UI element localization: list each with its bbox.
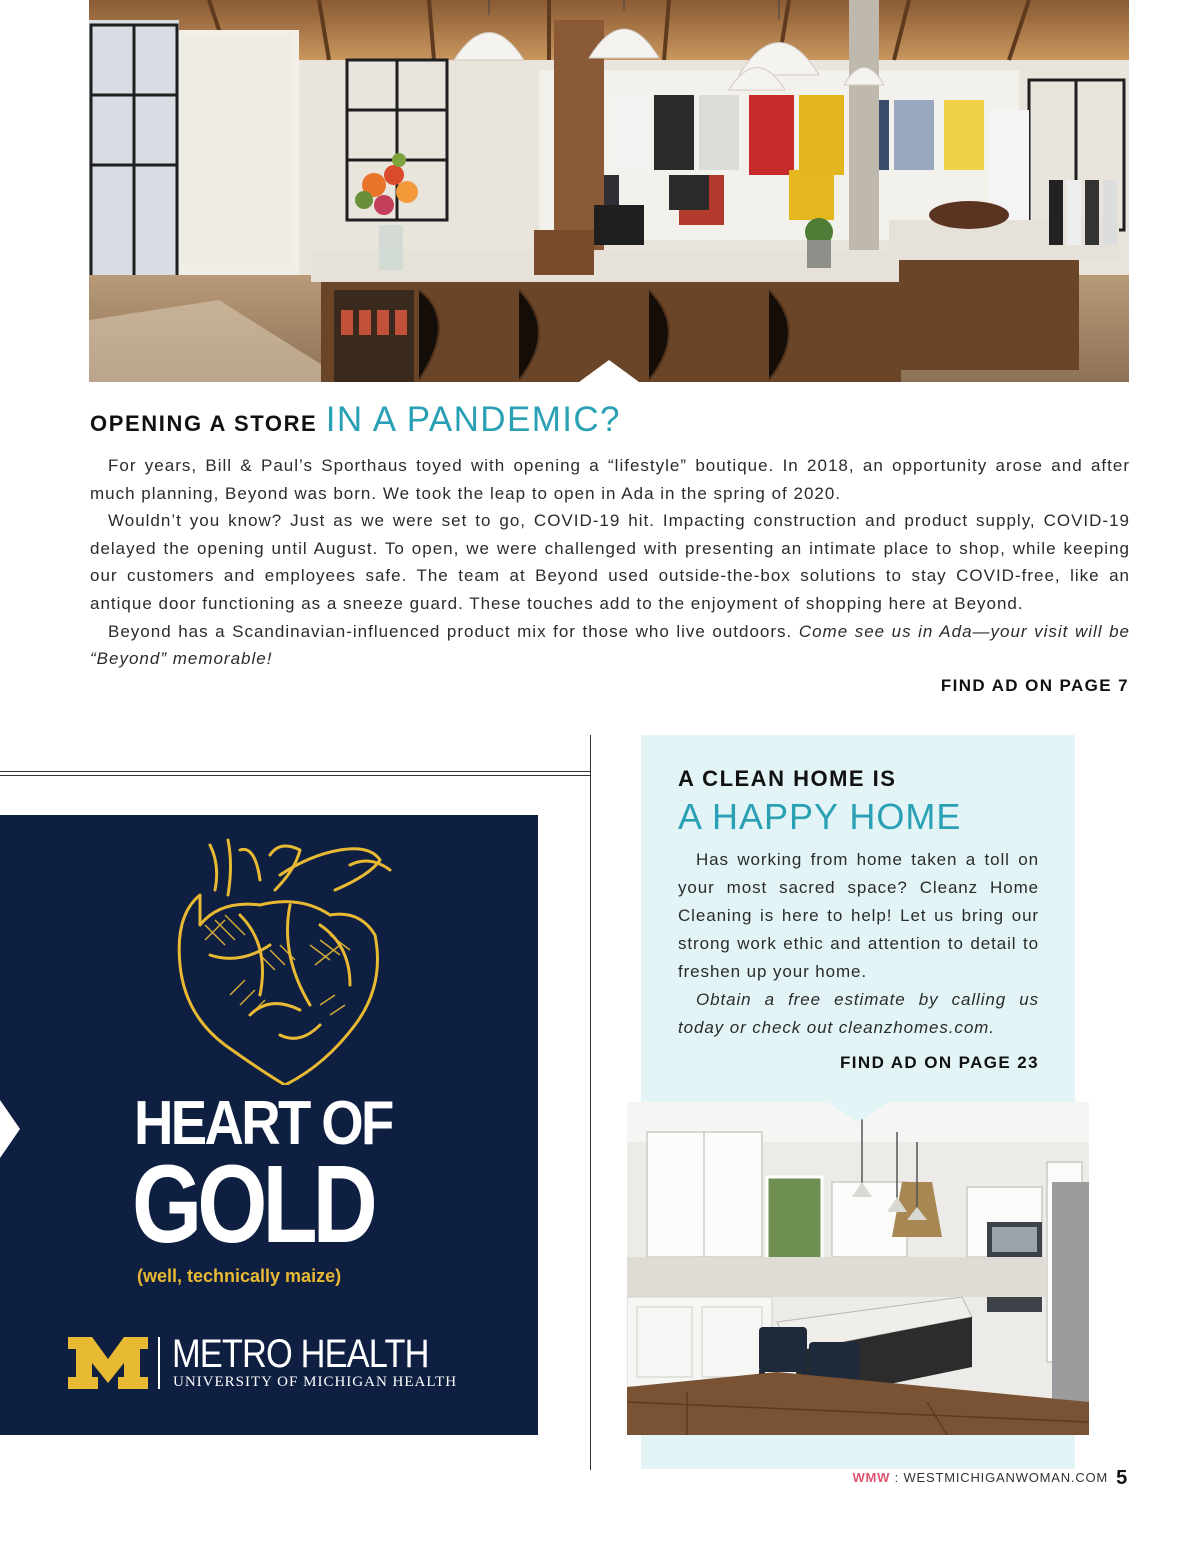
ad-title: HEART OF: [134, 1089, 392, 1158]
ad-brand-subtitle: UNIVERSITY OF MICHIGAN HEALTH: [173, 1374, 458, 1390]
sidebar-emphasis: Obtain a free estimate by calling us today or check out cleanzhomes.com.: [678, 990, 1039, 1037]
footer-separator: :: [890, 1470, 904, 1485]
paragraph-text: Beyond has a Scandinavian-influenced product mix for those who live outdoors.: [108, 621, 799, 641]
find-ad-reference: FIND AD ON PAGE 7: [940, 676, 1129, 695]
footer-brand: WMW: [852, 1470, 891, 1485]
michigan-m-logo-icon: [68, 1337, 148, 1389]
footer-site[interactable]: WESTMICHIGANWOMAN.COM: [903, 1470, 1109, 1485]
sidebar-headline-accent: A HAPPY HOME: [678, 796, 962, 837]
page-number: 5: [1116, 1467, 1128, 1489]
find-ad-reference: FIND AD ON PAGE 23: [839, 1053, 1039, 1072]
article-headline: [90, 400, 1130, 440]
store-interior-photo: [89, 0, 1129, 382]
paragraph-emphasis: Come see us in Ada—your visit will be “Beyond” memorable!: [90, 621, 1130, 669]
sidebar-paragraph: Has working from home taken a toll on your most sacred space? Cleanz Home Cleaning is here to help! Let us bring our strong work ethic and attention to detail to freshen up your home.: [678, 850, 1039, 981]
arrow-right-icon: [0, 1100, 20, 1158]
ad-brand-name: METRO HEALTH: [172, 1332, 429, 1376]
article-paragraph: For years, Bill & Paul’s Sporthaus toyed with opening a “lifestyle” boutique. In 2018, an opportunity arose and after much planning, Beyond was born. We took the leap to open in Ada in the spring of 2020.: [90, 456, 1130, 503]
page-footer: [852, 1467, 1128, 1490]
headline-accent: IN A PANDEMIC?: [325, 400, 621, 439]
logo-divider: [158, 1337, 160, 1389]
divider-line: [0, 771, 591, 772]
headline-lead: OPENING A STORE: [90, 411, 318, 436]
kitchen-photo: [627, 1102, 1089, 1435]
ad-title-emphasis: GOLD: [132, 1143, 373, 1266]
sidebar-paragraph: [678, 986, 1039, 1042]
ad-tagline: (well, technically maize): [137, 1266, 342, 1286]
column-divider: [590, 735, 591, 1470]
heart-illustration-icon: [170, 835, 410, 1085]
article-body: [90, 452, 1130, 673]
sidebar-body: [678, 846, 1039, 1042]
divider-line: [0, 775, 591, 776]
article-paragraph: [90, 618, 1130, 673]
article-paragraph: Wouldn’t you know? Just as we were set to go, COVID-19 hit. Impacting construction and product supply, COVID-19 delayed the opening until August. To open, we were challenged with presenting an intimate place to shop, while keeping our customers and employees safe. The team at Beyond used outside-the-box solutions to stay COVID-free, like an antique door functioning as a sneeze guard. These touches add to the enjoyment of shopping here at Beyond.: [90, 511, 1130, 613]
sidebar-headline: A CLEAN HOME IS: [678, 766, 897, 791]
